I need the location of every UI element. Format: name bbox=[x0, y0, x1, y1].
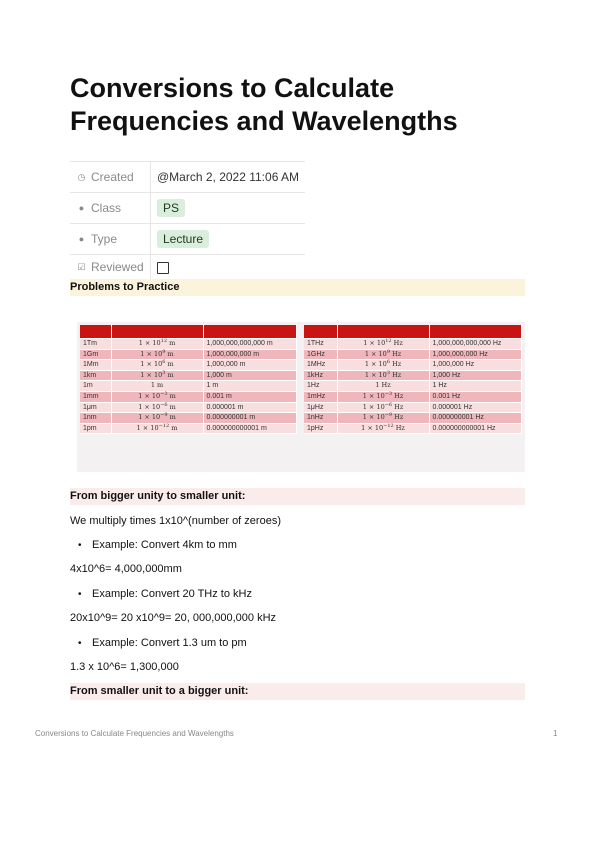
unit-symbol: Hz bbox=[391, 339, 403, 347]
unit-cell: 1MHz bbox=[304, 360, 337, 371]
select-icon: ● bbox=[78, 234, 85, 244]
answer-text-1: 4x10^6= 4,000,000mm bbox=[70, 563, 182, 575]
scientific-notation-cell bbox=[111, 360, 203, 371]
scientific-notation-cell bbox=[337, 423, 429, 434]
mantissa: 1 × 10 bbox=[364, 360, 387, 369]
unit-cell: 1μm bbox=[80, 402, 111, 413]
frequency-row bbox=[304, 339, 521, 350]
property-key bbox=[70, 255, 151, 280]
unit-symbol: m bbox=[167, 391, 176, 400]
header-cell bbox=[111, 325, 203, 339]
length-row bbox=[80, 402, 296, 413]
created-value: @March 2, 2022 11:06 AM bbox=[157, 170, 300, 184]
mantissa: 1 × 10 bbox=[136, 423, 159, 432]
conversion-table-image bbox=[77, 322, 525, 472]
mantissa: 1 × 10 bbox=[362, 402, 385, 411]
scientific-notation-cell bbox=[337, 360, 429, 371]
mantissa: 1 × 10 bbox=[138, 413, 161, 422]
unit-cell: 1pm bbox=[80, 423, 111, 434]
mantissa: 1 × 10 bbox=[138, 402, 161, 411]
scientific-notation-cell bbox=[111, 381, 203, 392]
unit-cell: 1nHz bbox=[304, 413, 337, 424]
property-key bbox=[70, 193, 151, 224]
scientific-notation-cell bbox=[111, 349, 203, 360]
unit-symbol: m bbox=[165, 360, 174, 369]
exponent: −6 bbox=[384, 401, 393, 408]
exponent: −3 bbox=[384, 390, 393, 397]
frequency-row bbox=[304, 381, 521, 392]
unit-symbol: m bbox=[165, 370, 174, 379]
section-heading-smaller-to-bigger: From smaller unit to a bigger unit: bbox=[70, 683, 525, 700]
page-title: Conversions to Calculate Frequencies and Wavelengths bbox=[70, 73, 458, 136]
scientific-notation-cell bbox=[111, 413, 203, 424]
unit-cell: 1Gm bbox=[80, 349, 111, 360]
unit-symbol: Hz bbox=[392, 402, 404, 411]
bullet-icon: • bbox=[78, 540, 82, 551]
decimal-value-cell: 0.000000001 Hz bbox=[429, 413, 521, 424]
unit-cell: 1nm bbox=[80, 413, 111, 424]
mantissa: 1 × 10 bbox=[140, 360, 163, 369]
mantissa: 1 × 10 bbox=[140, 370, 163, 379]
decimal-value-cell: 0.001 m bbox=[203, 391, 296, 402]
mantissa: 1 × 10 bbox=[362, 413, 385, 422]
header-cell bbox=[429, 325, 521, 339]
length-row bbox=[80, 423, 296, 434]
exponent: 12 bbox=[160, 337, 168, 344]
mantissa: 1 × 10 bbox=[140, 349, 163, 358]
property-row bbox=[70, 255, 305, 280]
mantissa: 1 × 10 bbox=[362, 391, 385, 400]
decimal-value-cell: 1,000,000 Hz bbox=[429, 360, 521, 371]
example-text: Example: Convert 1.3 um to pm bbox=[92, 637, 247, 649]
frequency-row bbox=[304, 360, 521, 371]
mantissa: 1 × 10 bbox=[138, 339, 161, 347]
decimal-value-cell: 1 m bbox=[203, 381, 296, 392]
length-row bbox=[80, 413, 296, 424]
scientific-notation-cell bbox=[337, 381, 429, 392]
mantissa: 1 × 10 bbox=[364, 370, 387, 379]
decimal-value-cell: 1,000,000 m bbox=[203, 360, 296, 371]
mantissa: 1 × 10 bbox=[363, 339, 386, 347]
property-value-cell bbox=[151, 255, 306, 280]
bullet-icon: • bbox=[78, 638, 82, 649]
header-cell bbox=[80, 325, 111, 339]
scientific-notation-cell bbox=[337, 349, 429, 360]
unit-symbol: Hz bbox=[390, 370, 402, 379]
exponent: −3 bbox=[160, 390, 168, 397]
decimal-value-cell: 1,000 m bbox=[203, 370, 296, 381]
table-header-row bbox=[80, 325, 296, 339]
property-row bbox=[70, 224, 305, 255]
unit-symbol: m bbox=[167, 413, 176, 422]
unit-cell: 1pHz bbox=[304, 423, 337, 434]
unit-cell: 1Hz bbox=[304, 381, 337, 392]
property-label: Class bbox=[91, 201, 122, 215]
bullet-icon: • bbox=[78, 589, 82, 600]
section-heading-problems: Problems to Practice bbox=[70, 279, 525, 296]
exponent: 6 bbox=[386, 359, 390, 366]
length-row bbox=[80, 360, 296, 371]
unit-symbol: Hz bbox=[390, 360, 402, 369]
length-row bbox=[80, 381, 296, 392]
unit-cell: 1m bbox=[80, 381, 111, 392]
scientific-notation-cell bbox=[337, 391, 429, 402]
length-row bbox=[80, 391, 296, 402]
exponent: −9 bbox=[160, 412, 168, 418]
decimal-value-cell: 1,000,000,000 Hz bbox=[429, 349, 521, 360]
example-text: Example: Convert 20 THz to kHz bbox=[92, 588, 252, 600]
page-number: 1 bbox=[553, 729, 558, 738]
properties-table bbox=[70, 161, 305, 280]
scientific-notation-cell bbox=[337, 370, 429, 381]
property-label: Type bbox=[91, 232, 118, 246]
unit-symbol: Hz bbox=[393, 423, 405, 432]
unit-symbol: m bbox=[165, 349, 174, 358]
mantissa: 1 m bbox=[150, 381, 164, 390]
decimal-value-cell: 1,000 Hz bbox=[429, 370, 521, 381]
scientific-notation-cell bbox=[111, 402, 203, 413]
unit-cell: 1km bbox=[80, 370, 111, 381]
answer-text-2: 20x10^9= 20 x10^9= 20, 000,000,000 kHz bbox=[70, 612, 277, 624]
unit-cell: 1GHz bbox=[304, 349, 337, 360]
scientific-notation-cell bbox=[337, 339, 429, 350]
select-icon: ● bbox=[78, 203, 85, 213]
header-cell bbox=[337, 325, 429, 339]
exponent: −12 bbox=[158, 422, 170, 429]
decimal-value-cell: 0.000000000001 Hz bbox=[429, 423, 521, 434]
decimal-value-cell: 0.000000001 m bbox=[203, 413, 296, 424]
length-row bbox=[80, 370, 296, 381]
unit-cell: 1mHz bbox=[304, 391, 337, 402]
header-cell bbox=[304, 325, 337, 339]
frequency-units-table bbox=[304, 325, 522, 434]
example-text: Example: Convert 4km to mm bbox=[92, 539, 237, 551]
exponent: 6 bbox=[162, 359, 166, 366]
decimal-value-cell: 1,000,000,000,000 Hz bbox=[429, 339, 521, 350]
property-value-cell bbox=[151, 224, 306, 255]
scientific-notation-cell bbox=[111, 370, 203, 381]
section-heading-bigger-to-smaller: From bigger unity to smaller unit: bbox=[70, 488, 525, 505]
exponent: −12 bbox=[383, 422, 394, 429]
frequency-row bbox=[304, 391, 521, 402]
property-value-cell bbox=[151, 162, 306, 193]
unit-symbol: m bbox=[167, 339, 176, 347]
decimal-value-cell: 1,000,000,000,000 m bbox=[203, 339, 296, 350]
tag-class[interactable]: PS bbox=[157, 199, 185, 217]
decimal-value-cell: 1 Hz bbox=[429, 381, 521, 392]
decimal-value-cell: 0.000001 Hz bbox=[429, 402, 521, 413]
property-label: Reviewed bbox=[91, 260, 144, 274]
example-bullet-3 bbox=[78, 636, 247, 651]
clock-icon: ◷ bbox=[77, 172, 86, 182]
unit-cell: 1Tm bbox=[80, 339, 111, 350]
decimal-value-cell: 1,000,000,000 m bbox=[203, 349, 296, 360]
property-label: Created bbox=[91, 170, 134, 184]
unit-cell: 1μHz bbox=[304, 402, 337, 413]
frequency-row bbox=[304, 413, 521, 424]
exponent: −9 bbox=[384, 412, 393, 418]
decimal-value-cell: 0.000000000001 m bbox=[203, 423, 296, 434]
property-row bbox=[70, 162, 305, 193]
exponent: −6 bbox=[160, 401, 168, 408]
length-row bbox=[80, 339, 296, 350]
answer-text-3: 1.3 x 10^6= 1,300,000 bbox=[70, 661, 179, 673]
scientific-notation-cell bbox=[111, 339, 203, 350]
unit-symbol: Hz bbox=[392, 391, 404, 400]
scientific-notation-cell bbox=[111, 423, 203, 434]
exponent: 9 bbox=[386, 348, 390, 355]
footer-title: Conversions to Calculate Frequencies and Wavelengths bbox=[35, 729, 234, 738]
reviewed-checkbox[interactable] bbox=[157, 262, 169, 274]
tag-type[interactable]: Lecture bbox=[157, 230, 209, 248]
property-row bbox=[70, 193, 305, 224]
unit-cell: 1kHz bbox=[304, 370, 337, 381]
length-units-table bbox=[80, 325, 297, 434]
rule-text: We multiply times 1x10^(number of zeroes) bbox=[70, 515, 281, 527]
unit-symbol: Hz bbox=[392, 413, 404, 422]
mantissa: 1 Hz bbox=[375, 381, 391, 390]
mantissa: 1 × 10 bbox=[361, 423, 384, 432]
checkbox-icon: ☑ bbox=[77, 262, 86, 272]
unit-symbol: m bbox=[169, 423, 178, 432]
unit-cell: 1THz bbox=[304, 339, 337, 350]
property-key bbox=[70, 224, 151, 255]
mantissa: 1 × 10 bbox=[138, 391, 161, 400]
frequency-row bbox=[304, 370, 521, 381]
mantissa: 1 × 10 bbox=[364, 349, 387, 358]
scientific-notation-cell bbox=[111, 391, 203, 402]
scientific-notation-cell bbox=[337, 402, 429, 413]
exponent: 3 bbox=[162, 369, 166, 376]
unit-cell: 1Mm bbox=[80, 360, 111, 371]
unit-symbol: Hz bbox=[390, 349, 402, 358]
table-header-row bbox=[304, 325, 521, 339]
frequency-row bbox=[304, 423, 521, 434]
exponent: 9 bbox=[162, 348, 166, 355]
unit-cell: 1mm bbox=[80, 391, 111, 402]
unit-symbol: m bbox=[167, 402, 176, 411]
length-row bbox=[80, 349, 296, 360]
exponent: 3 bbox=[386, 369, 390, 376]
decimal-value-cell: 0.001 Hz bbox=[429, 391, 521, 402]
decimal-value-cell: 0.000001 m bbox=[203, 402, 296, 413]
frequency-row bbox=[304, 349, 521, 360]
exponent: 12 bbox=[385, 337, 392, 344]
example-bullet-1 bbox=[78, 538, 237, 553]
property-key bbox=[70, 162, 151, 193]
header-cell bbox=[203, 325, 296, 339]
frequency-row bbox=[304, 402, 521, 413]
property-value-cell bbox=[151, 193, 306, 224]
example-bullet-2 bbox=[78, 587, 252, 602]
